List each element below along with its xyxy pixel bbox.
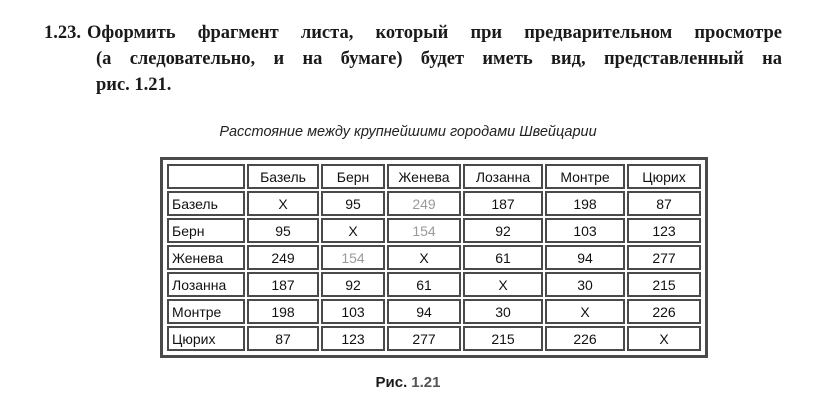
row-header: Цюрих bbox=[167, 326, 245, 351]
table-cell: 30 bbox=[545, 272, 625, 297]
column-header: Цюрих bbox=[627, 164, 701, 189]
table-corner-cell bbox=[167, 164, 245, 189]
task-line-3: рис. 1.21. bbox=[96, 75, 172, 95]
table-cell: 215 bbox=[627, 272, 701, 297]
table-cell: 154 bbox=[321, 245, 385, 270]
table-cell: 198 bbox=[247, 299, 319, 324]
table-cell: 123 bbox=[321, 326, 385, 351]
table-cell: 103 bbox=[545, 218, 625, 243]
column-header: Берн bbox=[321, 164, 385, 189]
table-row bbox=[167, 272, 701, 297]
table-cell: 94 bbox=[387, 299, 461, 324]
column-header: Базель bbox=[247, 164, 319, 189]
table-cell: 123 bbox=[627, 218, 701, 243]
column-header: Женева bbox=[387, 164, 461, 189]
task-number: 1.23. bbox=[44, 23, 81, 43]
table-cell: 87 bbox=[247, 326, 319, 351]
table-cell: 92 bbox=[321, 272, 385, 297]
table-row bbox=[167, 326, 701, 351]
table-row bbox=[167, 191, 701, 216]
table-cell: X bbox=[627, 326, 701, 351]
task-text bbox=[44, 20, 782, 98]
table-cell: 226 bbox=[545, 326, 625, 351]
table-caption: Расстояние между крупнейшими городами Швейцарии bbox=[219, 124, 597, 140]
row-header: Берн bbox=[167, 218, 245, 243]
table-cell: 249 bbox=[247, 245, 319, 270]
table-cell: 154 bbox=[387, 218, 461, 243]
table-row bbox=[167, 218, 701, 243]
table-cell: 87 bbox=[627, 191, 701, 216]
table-cell: 277 bbox=[627, 245, 701, 270]
column-header: Лозанна bbox=[463, 164, 543, 189]
row-header: Монтре bbox=[167, 299, 245, 324]
table-cell: 94 bbox=[545, 245, 625, 270]
table-row bbox=[167, 299, 701, 324]
table-cell: X bbox=[463, 272, 543, 297]
distance-table bbox=[165, 162, 703, 353]
table-header-row bbox=[167, 164, 701, 189]
table-cell: X bbox=[321, 218, 385, 243]
table-cell: 95 bbox=[247, 218, 319, 243]
table-cell: 226 bbox=[627, 299, 701, 324]
table-row bbox=[167, 245, 701, 270]
table-cell: X bbox=[247, 191, 319, 216]
table-cell: 187 bbox=[463, 191, 543, 216]
table-cell: 30 bbox=[463, 299, 543, 324]
task-line-1: 1.23. Оформить фрагмент листа, который при предварительном просмотре bbox=[44, 23, 782, 43]
task-line-2: (а следовательно, и на бумаге) будет иметь вид, представленный на bbox=[96, 49, 782, 69]
row-header: Лозанна bbox=[167, 272, 245, 297]
column-header: Монтре bbox=[545, 164, 625, 189]
distance-table-frame bbox=[160, 157, 708, 358]
table-cell: 187 bbox=[247, 272, 319, 297]
table-cell: 103 bbox=[321, 299, 385, 324]
table-cell: 61 bbox=[463, 245, 543, 270]
table-cell: X bbox=[545, 299, 625, 324]
table-cell: 95 bbox=[321, 191, 385, 216]
table-cell: 92 bbox=[463, 218, 543, 243]
row-header: Базель bbox=[167, 191, 245, 216]
table-cell: 215 bbox=[463, 326, 543, 351]
table-cell: 249 bbox=[387, 191, 461, 216]
figure-number: 1.21 bbox=[411, 374, 441, 391]
table-cell: 277 bbox=[387, 326, 461, 351]
table-cell: 198 bbox=[545, 191, 625, 216]
table-cell: 61 bbox=[387, 272, 461, 297]
row-header: Женева bbox=[167, 245, 245, 270]
figure-label-text: Рис. bbox=[375, 374, 408, 391]
table-cell: X bbox=[387, 245, 461, 270]
figure-label bbox=[0, 374, 816, 391]
